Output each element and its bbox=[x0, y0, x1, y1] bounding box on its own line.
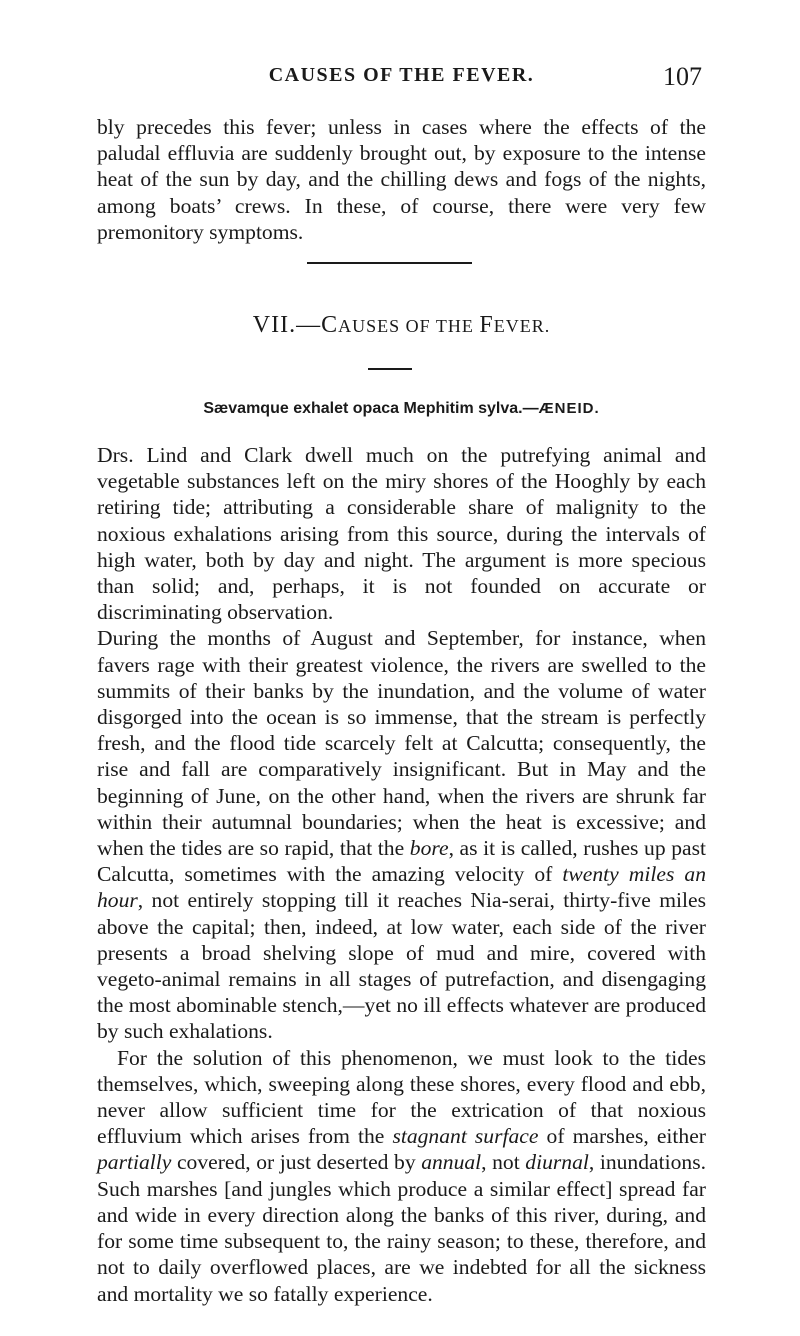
running-head bbox=[97, 62, 706, 92]
running-title: CAUSES OF THE FEVER. bbox=[268, 64, 535, 86]
section-heading bbox=[97, 312, 706, 339]
page-number: 107 bbox=[663, 62, 702, 91]
section-divider-rule bbox=[307, 262, 472, 264]
paragraph-3-stagnant: stagnant surface bbox=[392, 1124, 539, 1149]
section-title-initial-2: F bbox=[479, 312, 494, 338]
section-title-smallcaps-1: AUSES OF THE bbox=[338, 316, 480, 336]
epigraph-source: ÆNEID. bbox=[538, 400, 600, 417]
section-title-smallcaps-2: EVER. bbox=[493, 316, 551, 336]
paragraph-2-part-c: , not entirely stopping till it reaches Nia-serai, thirty-five miles above the capital; then, indeed, at low water, each side of the river presents a broad shelving slope of mud and mire, covered with vegeto-animal remains in all stages of putrefaction, and disengaging the most abominable stench,—yet no ill effects whatever are produced by such exhalations. bbox=[97, 888, 706, 1044]
paragraph-2-part-a: During the months of August and September, for instance, when favers rage with their greatest violence, the rivers are swelled to the summits of their banks by the inundation, and the volume of water disgorged into the ocean is so immense, that the stream is perfectly fresh, and the flood tide scarcely felt at Calcutta; consequently, the rise and fall are comparatively insignificant. But in May and the beginning of June, on the other hand, when the rivers are shrunk far within their autumnal boundaries; when the heat is excessive; and when the tides are so rapid, that the bbox=[97, 626, 706, 861]
paragraph-2-speed: twenty miles an hour bbox=[97, 862, 706, 913]
paragraph-3-part-b: of marshes, either bbox=[538, 1124, 706, 1149]
paragraph-3 bbox=[97, 1045, 706, 1307]
paragraph-2-part-b: , as it is called, rushes up past Calcutta, sometimes with the amazing velocity of bbox=[97, 836, 707, 887]
body-text bbox=[97, 442, 706, 1307]
section-title-initial-1: C bbox=[321, 312, 339, 338]
paragraph-3-part-e: , inundations. Such marshes [and jungles which produce a similar effect] spread far and wide in every direction along the banks of this river, during, and for some time subsequent to, the rainy season; to these, therefore, and not to daily overflowed places, are we indebted for all the sickness and mortality we so fatally experience. bbox=[97, 1150, 706, 1306]
epigraph bbox=[97, 400, 706, 418]
opening-paragraph: bly precedes this fever; unless in cases where the effects of the paludal effluvia are suddenly brought out, by exposure to the intense heat of the sun by day, and the chilling dews and fogs of the nights, among boats’ crews. In these, of course, there were very few premonitory symptoms. bbox=[97, 115, 706, 244]
paragraph-3-diurnal: diurnal bbox=[525, 1150, 589, 1175]
epigraph-text: Sævamque exhalet opaca Mephitim sylva.— bbox=[203, 400, 539, 417]
section-number: VII.— bbox=[252, 312, 322, 338]
paragraph-3-part-a: For the solution of this phenomenon, we must look to the tides themselves, which, sweeping along these shores, every flood and ebb, never allow sufficient time for the extrication of that noxious effluvium which arises from the bbox=[97, 1045, 706, 1149]
opening-paragraph-block bbox=[97, 114, 706, 245]
heading-short-rule bbox=[368, 368, 412, 370]
paragraph-2-bore: bore bbox=[409, 836, 449, 861]
paragraph-2 bbox=[97, 625, 706, 1044]
paragraph-1: Drs. Lind and Clark dwell much on the putrefying animal and vegetable substances left on the miry shores of the Hooghly by each retiring tide; attributing a considerable share of malignity to the noxious exhalations arising from this source, during the intervals of high water, both by day and night. The argument is more specious than solid; and, perhaps, it is not founded on accurate or discriminating observation. bbox=[97, 443, 706, 625]
paragraph-3-annual: annual bbox=[421, 1150, 482, 1175]
paragraph-3-part-c: covered, or just deserted by bbox=[171, 1150, 422, 1175]
paragraph-3-part-d: , not bbox=[481, 1150, 526, 1175]
paragraph-3-partially: partially bbox=[97, 1150, 172, 1175]
